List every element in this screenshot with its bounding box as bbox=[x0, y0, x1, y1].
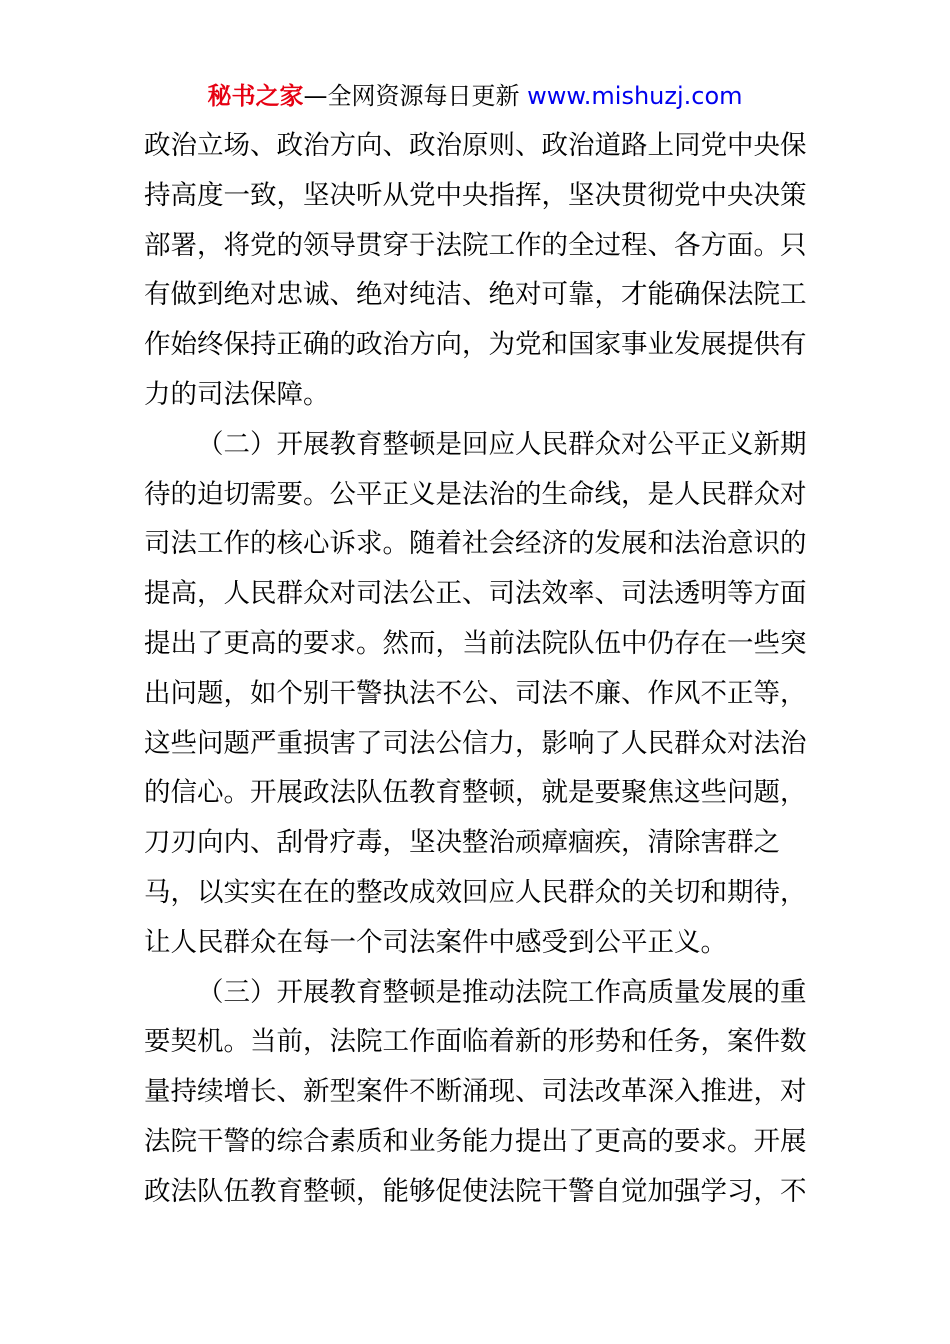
text-line: 法院干警的综合素质和业务能力提出了更高的要求。开展 bbox=[144, 1125, 807, 1157]
text-line: 刀刃向内、刮骨疗毒，坚决整治顽瘴痼疾，清除害群之 bbox=[144, 827, 780, 859]
text-line: 作始终保持正确的政治方向，为党和国家事业发展提供有 bbox=[144, 329, 807, 361]
text-line: 政治立场、政治方向、政治原则、政治道路上同党中央保 bbox=[144, 130, 807, 161]
text-line: 出问题，如个别干警执法不公、司法不廉、作风不正等， bbox=[144, 677, 807, 709]
site-url-link[interactable]: www.mishuzj.com bbox=[527, 82, 743, 110]
text-line: 待的迫切需要。公平正义是法治的生命线，是人民群众对 bbox=[144, 478, 807, 510]
text-line: 量持续增长、新型案件不断涌现、司法改革深入推进，对 bbox=[144, 1076, 807, 1108]
text-line: （三）开展教育整顿是推动法院工作高质量发展的重 bbox=[197, 976, 807, 1008]
text-line: 政法队伍教育整顿，能够促使法院干警自觉加强学习，不 bbox=[144, 1175, 807, 1207]
text-line: 提高，人民群众对司法公正、司法效率、司法透明等方面 bbox=[144, 578, 807, 610]
text-line: 提出了更高的要求。然而，当前法院队伍中仍存在一些突 bbox=[144, 627, 807, 659]
document-body bbox=[144, 121, 824, 1217]
text-line: 有做到绝对忠诚、绝对纯洁、绝对可靠，才能确保法院工 bbox=[144, 279, 807, 311]
text-line: （二）开展教育整顿是回应人民群众对公平正义新期 bbox=[197, 428, 807, 460]
site-tagline: —全网资源每日更新 bbox=[303, 82, 528, 110]
text-line: 司法工作的核心诉求。随着社会经济的发展和法治意识的 bbox=[144, 528, 807, 560]
text-line: 力的司法保障。 bbox=[144, 378, 330, 410]
text-line: 马，以实实在在的整改成效回应人民群众的关切和期待， bbox=[144, 876, 807, 908]
text-line: 持高度一致，坚决听从党中央指挥，坚决贯彻党中央决策 bbox=[144, 179, 807, 211]
text-line: 部署，将党的领导贯穿于法院工作的全过程、各方面。只 bbox=[144, 229, 807, 261]
page-header bbox=[0, 80, 950, 112]
text-line: 的信心。开展政法队伍教育整顿，就是要聚焦这些问题， bbox=[144, 777, 807, 809]
text-line: 让人民群众在每一个司法案件中感受到公平正义。 bbox=[144, 926, 727, 958]
text-line: 要契机。当前，法院工作面临着新的形势和任务，案件数 bbox=[144, 1026, 807, 1058]
text-line: 这些问题严重损害了司法公信力，影响了人民群众对法治 bbox=[144, 727, 807, 759]
site-brand: 秘书之家 bbox=[207, 82, 304, 110]
